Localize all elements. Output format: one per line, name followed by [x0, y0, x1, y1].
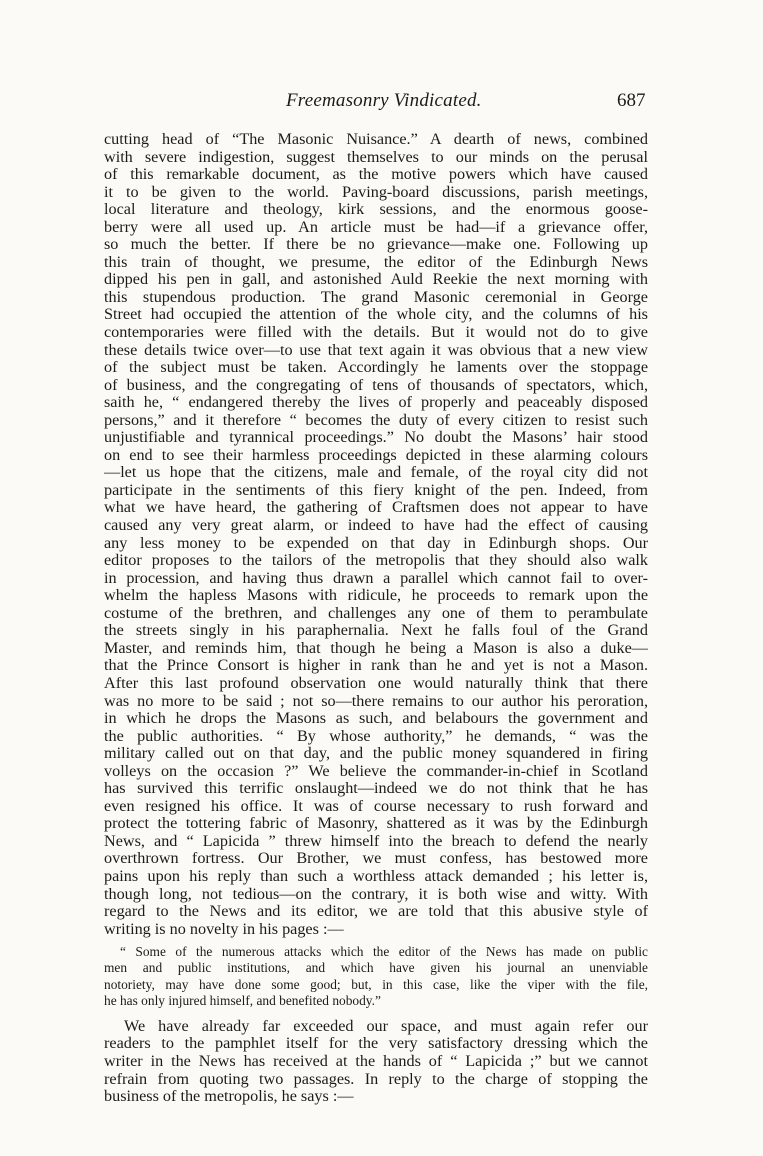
text-line: what we have heard, the gathering of Craftsmen does not appear to have	[104, 499, 648, 517]
text-line: writing is no novelty in his pages :—	[104, 920, 344, 938]
quote-line: notoriety, may have done some good; but, in this case, like the viper with the file,	[104, 976, 648, 992]
text-line: military called out on that day, and the public money squandered in firing	[104, 745, 648, 763]
text-line: Street had occupied the attention of the whole city, and the columns of his	[104, 306, 648, 324]
text-line: this train of thought, we presume, the editor of the Edinburgh News	[104, 253, 648, 271]
text-line: costume of the brethren, and challenges any one of them to perambulate	[104, 604, 648, 622]
text-line: pains upon his reply than such a worthless attack demanded ; his letter is,	[104, 867, 648, 885]
text-line: News, and “ Lapicida ” threw himself into the breach to defend the nearly	[104, 832, 648, 850]
text-line: it to be given to the world. Paving-board discussions, parish meetings,	[104, 183, 648, 201]
text-line: was no more to be said ; not so—there remains to our author his peroration,	[104, 692, 648, 710]
text-line: contemporaries were filled with the details. But it would not do to give	[104, 324, 648, 342]
text-line: writer in the News has received at the hands of “ Lapicida ;” but we cannot	[104, 1053, 648, 1070]
text-line: berry were all used up. An article must be had—if a grievance offer,	[104, 218, 648, 236]
text-line: any less money to be expended on that day in Edinburgh shops. Our	[104, 534, 648, 552]
text-line: —let us hope that the citizens, male and female, of the royal city did not	[104, 464, 648, 482]
text-line: We have already far exceeded our space, and must again refer our	[124, 1017, 648, 1035]
text-line: business of the metropolis, he says :—	[104, 1088, 354, 1106]
text-line: unjustifiable and tyrannical proceedings.” No doubt the Masons’ hair stood	[104, 429, 648, 447]
page-number: 687	[617, 90, 646, 111]
text-line: in which he drops the Masons as such, and belabours the government and	[104, 710, 648, 728]
text-line: local literature and theology, kirk sessions, and the enormous goose-	[104, 201, 648, 219]
text-line: even resigned his office. It was of course necessary to rush forward and	[104, 797, 648, 815]
text-line: of this remarkable document, as the motive powers which have caused	[104, 166, 648, 184]
text-line: readers to the pamphlet itself for the very satisfactory dressing which the	[104, 1035, 648, 1053]
text-line: refrain from quoting two passages. In reply to the charge of stopping the	[104, 1070, 648, 1088]
text-line: saith he, “ endangered thereby the lives of properly and peaceably disposed	[104, 394, 648, 412]
text-line: caused any very great alarm, or indeed to have had the effect of causing	[104, 517, 648, 535]
text-line: persons,” and it therefore “ becomes the duty of every citizen to resist such	[104, 411, 648, 429]
text-line: dipped his pen in gall, and astonished Auld Reekie the next morning with	[104, 271, 648, 289]
quote-line: he has only injured himself, and benefited nobody.”	[104, 992, 381, 1008]
text-line: Master, and reminds him, that though he being a Mason is also a duke—	[104, 639, 648, 657]
text-line: of the subject must be taken. Accordingly he laments over the stoppage	[104, 359, 648, 377]
text-line: editor proposes to the tailors of the metropolis that they should also walk	[104, 552, 648, 570]
text-line: these details twice over—to use that text again it was obvious that a new view	[104, 341, 648, 359]
running-title: Freemasonry Vindicated.	[286, 90, 482, 111]
quote-line: men and public institutions, and which have given his journal an unenviable	[104, 960, 648, 976]
paragraph-1	[104, 131, 648, 938]
running-head	[0, 90, 763, 120]
text-line: whelm the hapless Masons with ridicule, he proceeds to remark upon the	[104, 587, 648, 605]
text-line: the public authorities. “ By whose authority,” he demands, “ was the	[104, 727, 648, 745]
text-line: though long, not tedious—on the contrary, it is both wise and witty. With	[104, 885, 648, 903]
text-line: has survived this terrific onslaught—indeed we do not think that he has	[104, 780, 648, 798]
text-line: cutting head of “The Masonic Nuisance.” A dearth of news, combined	[104, 131, 648, 148]
text-line: overthrown fortress. Our Brother, we must confess, has bestowed more	[104, 850, 648, 868]
text-line: protect the tottering fabric of Masonry, shattered as it was by the Edinburgh	[104, 815, 648, 833]
text-line: this stupendous production. The grand Masonic ceremonial in George	[104, 288, 648, 306]
text-line: so much the better. If there be no grievance—make one. Following up	[104, 236, 648, 254]
text-line: of business, and the congregating of tens of thousands of spectators, which,	[104, 376, 648, 394]
text-line: on end to see their harmless proceedings depicted in these alarming colours	[104, 446, 648, 464]
text-line: that the Prince Consort is higher in rank than he and yet is not a Mason.	[104, 657, 648, 675]
text-line: in procession, and having thus drawn a parallel which cannot fail to over-	[104, 569, 648, 587]
block-quote	[104, 944, 648, 1009]
text-line: regard to the News and its editor, we are told that this abusive style of	[104, 903, 648, 921]
text-line: with severe indigestion, suggest themselves to our minds on the perusal	[104, 148, 648, 166]
text-line: participate in the sentiments of this fiery knight of the pen. Indeed, from	[104, 481, 648, 499]
paragraph-2	[104, 1018, 648, 1106]
text-line: the streets singly in his paraphernalia. Next he falls foul of the Grand	[104, 622, 648, 640]
text-line: After this last profound observation one would naturally think that there	[104, 674, 648, 692]
quote-line: “ Some of the numerous attacks which the editor of the News has made on public	[120, 944, 648, 960]
body-text	[104, 131, 648, 1106]
text-line: volleys on the occasion ?” We believe the commander-in-chief in Scotland	[104, 762, 648, 780]
